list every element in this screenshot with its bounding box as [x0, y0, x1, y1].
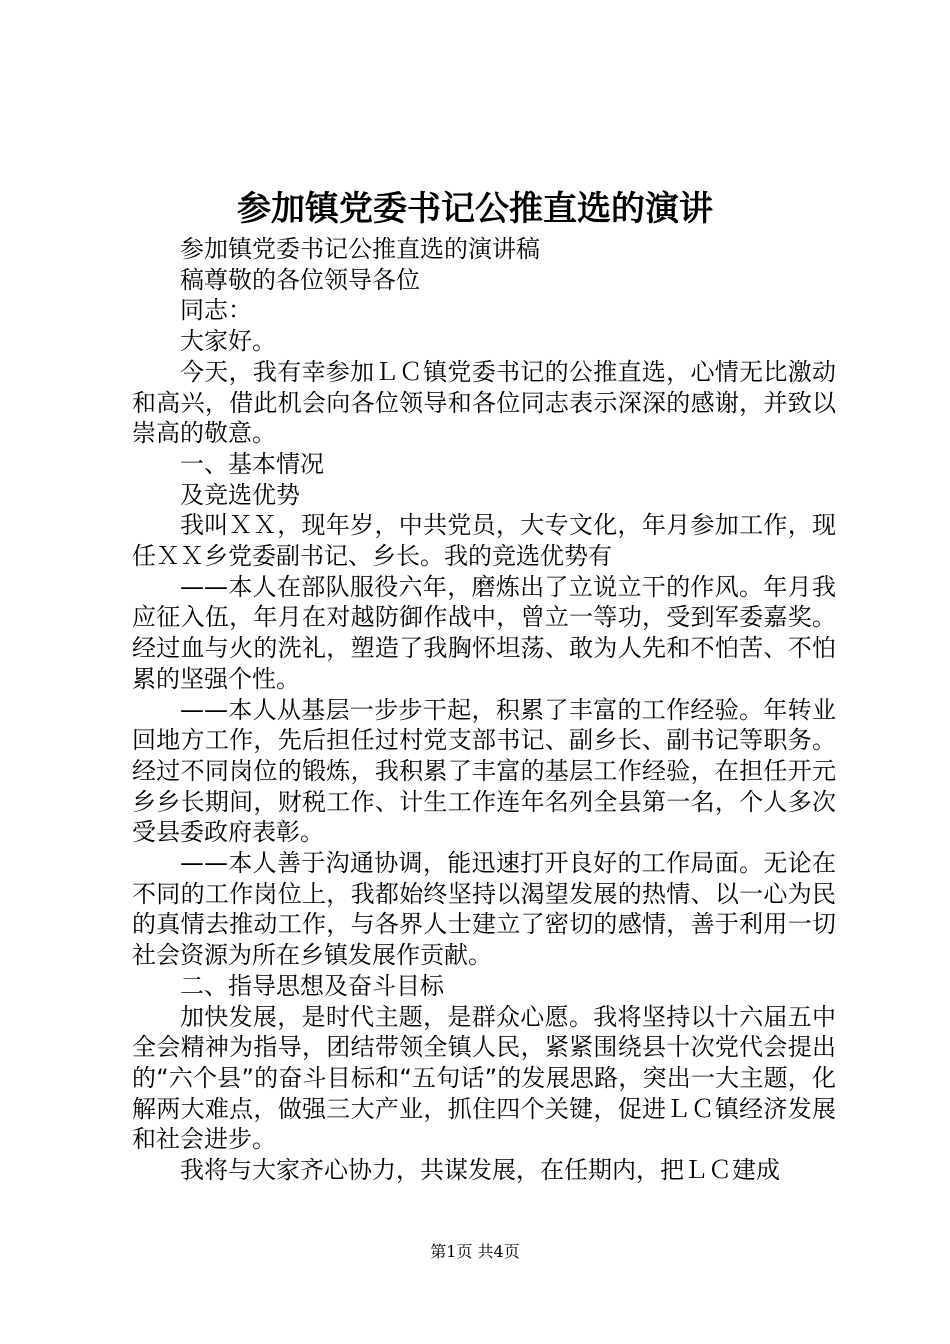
document-body — [132, 234, 836, 1186]
section-heading: 一、基本情况 — [180, 449, 324, 478]
paragraph: 我将与大家齐心协力，共谋发展，在任期内，把ＬＣ建成 — [180, 1156, 780, 1185]
document-title: 参加镇党委书记公推直选的演讲 — [237, 189, 713, 229]
paragraph: ——本人从基层一步步干起，积累了丰富的工作经验。年转业回地方工作，先后担任过村党支部书记、副乡长、副书记等职务。经过不同岗位的锻炼，我积累了丰富的基层工作经验，在担任开元乡乡长期间，财税工作、计生工作连年名列全县第一名，个人多次受县委政府表彰。 — [132, 695, 836, 847]
paragraph: ——本人在部队服役六年，磨炼出了立说立干的作风。年月我应征入伍，年月在对越防御作战中，曾立一等功，受到军委嘉奖。经过血与火的洗礼，塑造了我胸怀坦荡、敢为人先和不怕苦、不怕累的坚强个性。 — [132, 572, 836, 693]
paragraph: 大家好。 — [180, 327, 276, 356]
paragraph: 今天，我有幸参加ＬＣ镇党委书记的公推直选，心情无比激动和高兴，借此机会向各位领导和各位同志表示深深的感谢，并致以崇高的敬意。 — [132, 357, 836, 448]
paragraph: 参加镇党委书记公推直选的演讲稿 — [180, 235, 540, 263]
paragraph: 同志： — [180, 296, 252, 325]
paragraph: ——本人善于沟通协调，能迅速打开良好的工作局面。无论在不同的工作岗位上，我都始终坚持以渴望发展的热情、以一心为民的真情去推动工作，与各界人士建立了密切的感情，善于利用一切社会资源为所在乡镇发展作贡献。 — [132, 849, 836, 970]
page-footer: 第1页 共4页 — [430, 1242, 520, 1261]
paragraph: 加快发展，是时代主题，是群众心愿。我将坚持以十六届五中全会精神为指导，团结带领全镇人民，紧紧围绕县十次党代会提出的“六个县”的奋斗目标和“五句话”的发展思路，突出一大主题，化解两大难点，做强三大产业，抓住四个关键，促进ＬＣ镇经济发展和社会进步。 — [132, 1002, 836, 1154]
paragraph: 及竞选优势 — [180, 480, 300, 509]
paragraph: 我叫ＸＸ，现年岁，中共党员，大专文化，年月参加工作，现任ＸＸ乡党委副书记、乡长。我的竞选优势有 — [132, 511, 836, 571]
section-heading: 二、指导思想及奋斗目标 — [180, 971, 444, 1000]
paragraph: 稿尊敬的各位领导各位 — [180, 265, 420, 294]
